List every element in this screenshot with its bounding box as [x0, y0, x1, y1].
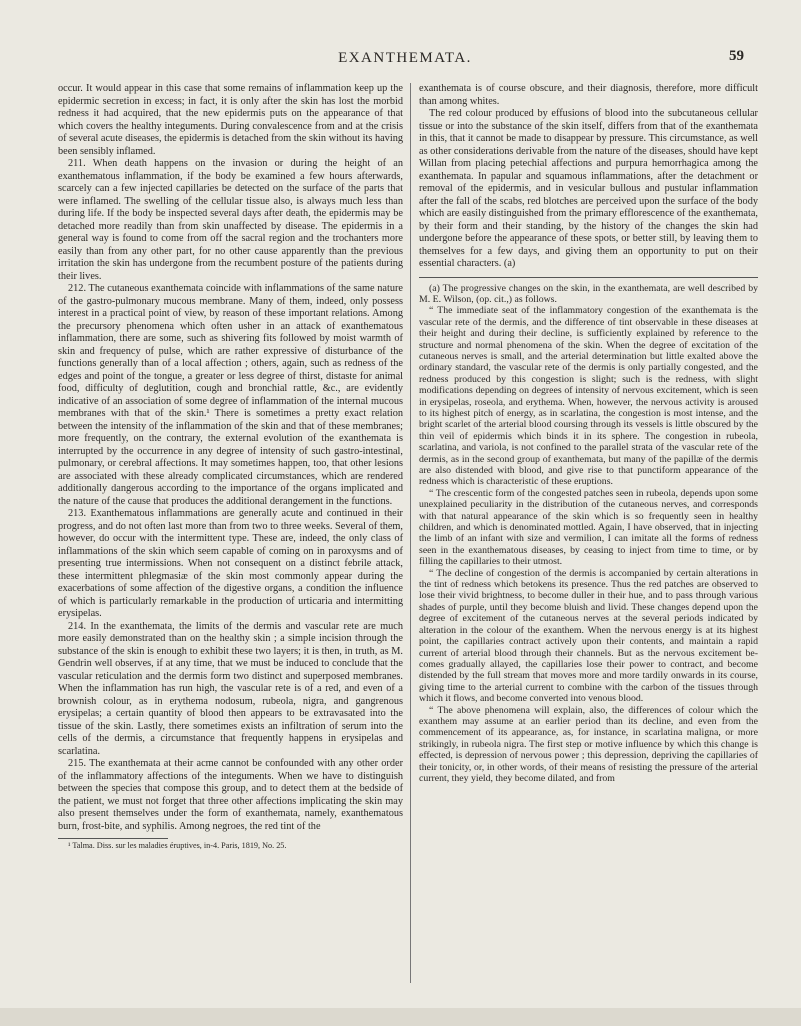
- footnote-divider: [58, 838, 168, 839]
- editor-note: [419, 283, 758, 785]
- paragraph: The red colour produced by effusions of blood into the subcutaneous cellular tissue or into the substance of the skin itself, differs from that of the exanthemata in this, that it cannot be made to disappear by pressure. This circumstance, as well as other considerations derivable from the nature of the diseases, should have kept Willan from placing petechial affections and purpura hemorrhagica among the exanthemata. In papular and squamous inflammations, after the detachment or removal of the epidermis, and in vesicular bullous and pustular inflammation after the fall of the scabs, red blotches are perceived upon the surface of the body which are easily distinguished from the primary efflorescence of the exanthemata, by their form and their standing, by the history of the changes the skin had undergone before the appearance of these spots, or better still, by leaving them to themselves for a few days, and giving them an opportunity to put on their essential characters. (a): [419, 108, 758, 269]
- paragraph-212: 212. The cutaneous exanthemata coincide with inflammations of the same nature of the gastro-pulmonary mucous membrane. Many of them, indeed, only possess interest in a practical point of view, by reason of these important relations. Among the precursory phenomena which often usher in an attack of exanthematous inflammation, there are some, such as shivering fits followed by moist warmth of skin and frequency of pulse, which are rather expressive of disturbance of the functions generally than of a local affection ; others, again, such as redness of the edges and point of the tongue, a greater or less degree of thirst, distaste for animal food, difficulty of deglutition, cough and bronchial rattle, &c., are evidently indicative of an association of some degree of inflammation of the internal mucous membranes with that of the skin.¹ There is sometimes a pretty exact relation between the intensity of the inflammation of the skin and that of these membranes; more frequently, on the contrary, the external evolution of the exanthemata is interrupted by the occurrence in any degree of intensity of such gastro-intestinal, pulmonary, or cerebral affections. It may sometimes happen, too, that other lesions are associated with these already complicated circumstances, which are rendered additionally dangerous according to the importance of the organs implicated and the nature of the cause that produces the additional derangement in the functions.: [58, 283, 403, 507]
- left-column: [58, 83, 403, 851]
- running-head: EXANTHEMATA.: [338, 50, 472, 66]
- right-column: [419, 83, 758, 784]
- paragraph-211: 211. When death happens on the invasion or during the height of an exanthematous inflammation, if the body be examined a few hours afterwards, scarcely can a few injected capillaries be detected on the surface of the parts that were inflamed. The swelling of the cellular tissue also, is always much less than during life. If the body be inspected several days after death, the epidermis may be detached more readily than from skin unaffected by disease. The epidermis in a general way is found to come from off the sacral region and the trochanters more easily than from any other part, for no other cause apparently than the previous irritation the skin has undergone from the recumbent posture of the patients during their lives.: [58, 158, 403, 282]
- paragraph-214: 214. In the exanthemata, the limits of the dermis and vascular rete are much more easily demonstrated than on the healthy skin ; a simple incision through the substance of the skin is enough to exhibit these two layers; it is then, in truth, as M. Gendrin well observes, if at any time, that we must be induced to conclude that the vascular reticulation and the dermis form two distinct and superposed membranes. When the inflammation has run high, the vascular rete is of a red, and even of a brownish colour, as in erythema nodosum, rubeola, nigra, and gangrenous erysipelas; a certain quantity of blood then appears to be extravasated into the tissue of the skin. Lastly, there sometimes exists an infiltration of serum into the cells of the dermis, a circumstance that frequently happens in erysipelas and scarlatina.: [58, 620, 403, 757]
- column-divider: [410, 83, 411, 983]
- paragraph: exanthemata is of course obscure, and their diagnosis, therefore, more difficult than among whites.: [419, 83, 758, 107]
- note-paragraph: “ The crescentic form of the congested patches seen in rubeola, depends upon some unexplained peculiarity in the distribution of the cutaneous nerves, and corresponds with that natural appearance of the skin which is so frequently seen in healthy children, and which is denominated mottled. Again, I have observed, that in injecting the limb of an infant with size and vermilion, I can imitate all the forms of redness seen in the exanthematous diseases, by ceasing to inject from time to time, or by filling the capillaries to their utmost.: [419, 487, 758, 568]
- note-paragraph: “ The above phenomena will explain, also, the differences of colour which the exanthem may assume at an earlier period than its decline, and even from the commencement of its appearance, as, for instance, in scarlatina maligna, or more strikingly, in rubeola nigra. The first step or motive influence by which this change is effected, is depression of nervous power ; this depression, depriving the capillaries of their tonicity, or, in other words, of their means of resisting the pressure of the arterial current, they yield, they become dilated, and from: [419, 704, 758, 784]
- note-paragraph: (a) The progressive changes on the skin, in the exanthemata, are well described by M. E. Wilson, (op. cit.,) as follows.: [419, 282, 758, 305]
- paragraph-213: 213. Exanthematous inflammations are generally acute and continued in their progress, and do not often last more than from two to three weeks. Several of them, however, do occur with the intermittent type. These are, indeed, the only class of inflammations of the skin which seem capable of coming on in paroxysms and of presenting true intermissions. When not consequent on a distinct febrile attack, these intermittent phlegmasiæ of the skin most commonly appear during the exacerbations of some affection of the digestive organs, a condition the influence of which is particularly remarkable in the production of urticaria and intermitting erysipelas.: [58, 508, 403, 619]
- paragraph-215: 215. The exanthemata at their acme cannot be confounded with any other order of the inflammatory affections of the integuments. When we have to distinguish between the species that compose this group, and to detect them at the bedside of the patient, we must not forget that three other affections implicating the skin may also present themselves under the form of exanthemata, namely, exanthematous burn, frost-bite, and syphilis. Among negroes, the red tint of the: [58, 758, 403, 832]
- footnote: ¹ Talma. Diss. sur les maladies éruptives, in-4. Paris, 1819, No. 25.: [68, 841, 287, 850]
- note-paragraph: “ The immediate seat of the inflammatory congestion of the exanthemata is the vascular rete of the dermis, and the difference of tint observable in these diseases at their height and during their decline, is sufficiently explained by reference to the structure and normal phenomena of the skin. When the degree of excitation of the cutaneous nerves is small, and the arterial determination but little exalted above the ordinary standard, the vascular rete of the dermis is only partially congested, and the redness produced by this congestion is slight; such is the redness, with slight modifications depending on degrees of intensity of nervous excitement, which is seen in erysipelas, roseola, and erythema. When, however, the nervous activity is aroused to its highest pitch of energy, as in scarlatina, the congestion is most intense, and the bright scarlet of the arterial blood coursing through its vessels is little obscured by the thin veil of epidermis which binds it in its sphere. The congestion in rubeola, scarlatina, and variola, is not confined to the parallel strata of the vascular rete of the dermis, as in the second group of exanthemata, but many of the papillæ of the dermis are also distended with blood, and give rise to that punctiform appearance of the redness which is characteristic of these eruptions.: [419, 305, 758, 488]
- note-paragraph: “ The decline of congestion of the dermis is accompanied by certain alterations in the tint of redness which betokens its presence. Thus the red patches are observed to lose their vivid brightness, to become duller in their hue, and to pass through various shades of purple, until they become bluish and livid. These changes depend upon the degree of excitement of the cutaneous nerves at the several periods indicated by alteration in the colour of the exanthem. When the nervous energy is at its highest point, the capillaries contract actively upon their contents, and maintain a rapid current of arterial blood through their channels. But as the nervous excitement becomes gradually allayed, the capillaries lose their power to contract, and become distended by the full stream that moves more and more tardily onwards in its course, giving time to the arterial current to combine with the carbon of the tissues through which it flows, and become converted into venous blood.: [419, 567, 758, 705]
- page-header: [0, 50, 801, 70]
- note-divider: [419, 277, 758, 278]
- page-bottom-edge: [0, 1008, 801, 1026]
- paragraph: occur. It would appear in this case that some remains of inflammation keep up the epidermic secretion in excess; in fact, it is only after the skin has lost the morbid redness it had acquired, that the new epidermis puts on the appearance of that which covers the healthy integuments. During convalescence from and at the crisis of several acute diseases, the epidermis is detached from the skin without its having been sensibly inflamed.: [58, 83, 403, 157]
- page-number: 59: [729, 48, 744, 64]
